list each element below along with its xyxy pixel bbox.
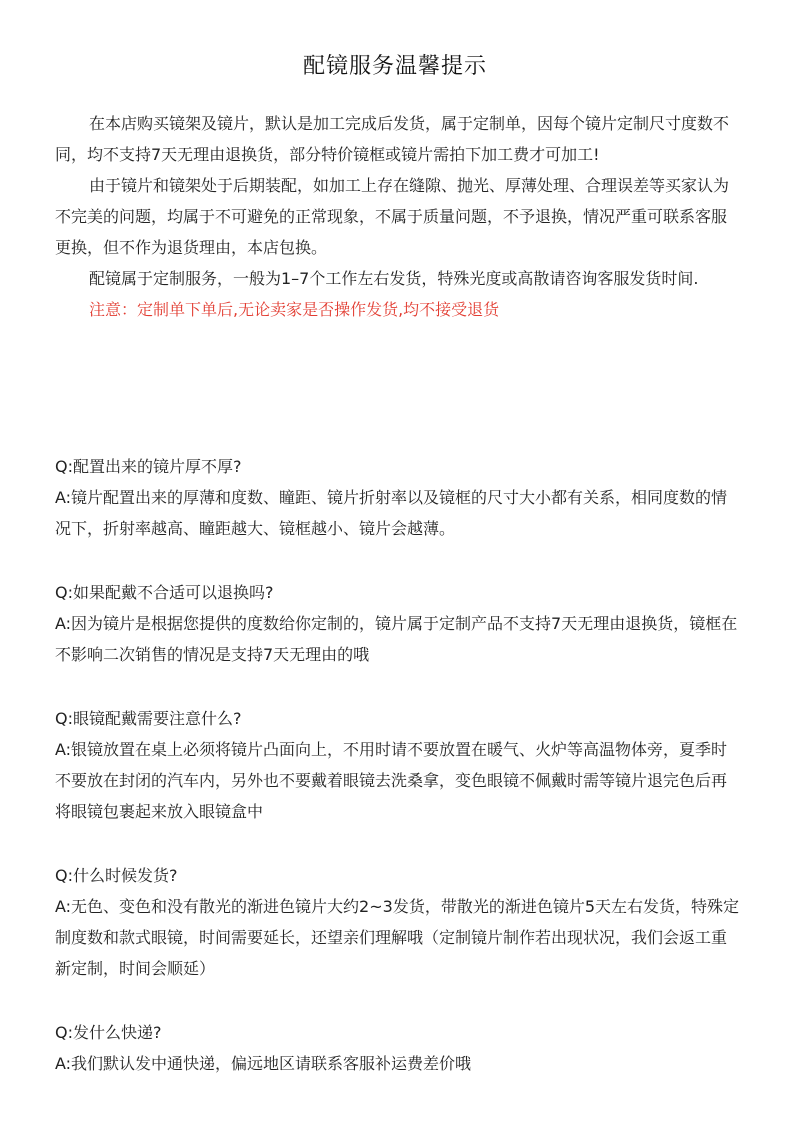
notice-paragraph-3: 配镜属于定制服务，一般为1–7个工作左右发货，特殊光度或高散请咨询客服发货时间. (89, 269, 699, 288)
notice-paragraph-1: 在本店购买镜架及镜片，默认是加工完成后发货，属于定制单，因每个镜片定制尺寸度数不同，均不支持7天无理由退换货，部分特价镜框或镜片需拍下加工费才可加工! (55, 114, 730, 164)
faq-question: Q:什么时候发货? (55, 866, 178, 885)
faq-section (55, 451, 740, 1112)
faq-answer: A:我们默认发中通快递，偏远地区请联系客服补运费差价哦 (55, 1054, 472, 1073)
faq-item (55, 451, 740, 544)
notice-paragraph-2: 由于镜片和镜架处于后期装配，如加工上存在缝隙、抛光、厚薄处理、合理误差等买家认为不完美的问题，均属于不可避免的正常现象，不属于质量问题，不予退换，情况严重可联系客服更换，但不作为退货理由，本店包换。 (55, 176, 730, 257)
faq-answer: A:因为镜片是根据您提供的度数给你定制的，镜片属于定制产品不支持7天无理由退换货，镜框在不影响二次销售的情况是支持7天无理由的哦 (55, 614, 738, 664)
faq-question: Q:配置出来的镜片厚不厚? (55, 457, 242, 476)
notice-section (55, 108, 740, 325)
faq-question: Q:如果配戴不合适可以退换吗? (55, 583, 274, 602)
faq-item (55, 860, 740, 984)
faq-answer: A:银镜放置在桌上必须将镜片凸面向上，不用时请不要放置在暖气、火炉等高温物体旁，夏季时不要放在封闭的汽车内，另外也不要戴着眼镜去洗桑拿，变色眼镜不佩戴时需等镜片退完色后再将眼镜包裹起来放入眼镜盒中 (55, 740, 728, 821)
faq-question: Q:发什么快递? (55, 1023, 162, 1042)
faq-answer: A:无色、变色和没有散光的渐进色镜片大约2~3发货，带散光的渐进色镜片5天左右发货，特殊定制度数和款式眼镜，时间需要延长，还望亲们理解哦（定制镜片制作若出现状况，我们会返工重新定制，时间会顺延） (55, 897, 740, 978)
faq-answer: A:镜片配置出来的厚薄和度数、瞳距、镜片折射率以及镜框的尺寸大小都有关系，相同度数的情况下，折射率越高、瞳距越大、镜框越小、镜片会越薄。 (55, 488, 728, 538)
notice-warning: 注意：定制单下单后,无论卖家是否操作发货,均不接受退货 (89, 300, 500, 319)
faq-question: Q:眼镜配戴需要注意什么? (55, 709, 242, 728)
faq-item (55, 577, 740, 670)
page-title: 配镜服务温馨提示 (302, 54, 487, 79)
faq-item (55, 1017, 740, 1079)
faq-item (55, 703, 740, 827)
